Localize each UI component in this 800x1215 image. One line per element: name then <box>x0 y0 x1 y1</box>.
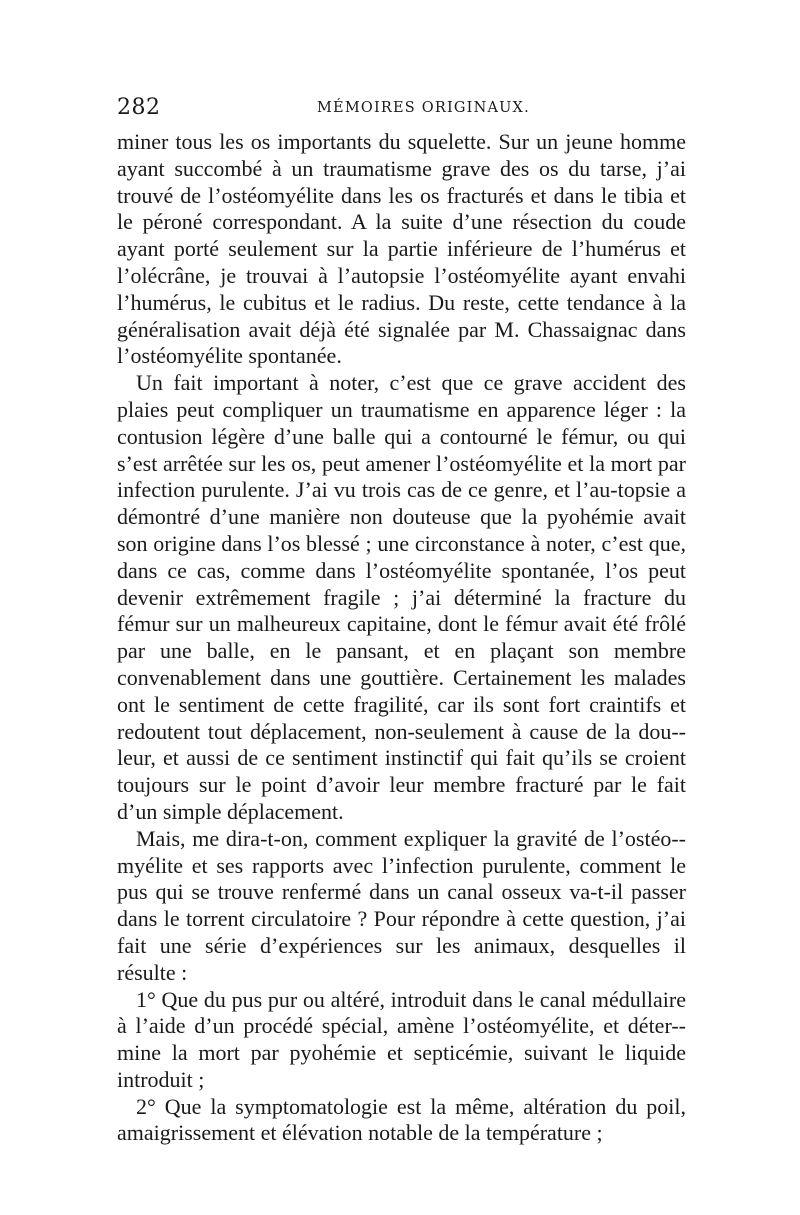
paragraph-point-2: 2° Que la symptomatologie est la même, altération du poil, amaigrissement et élévation notable de la température ; <box>117 1093 686 1146</box>
paragraph-mais-me-dira: Mais, me dira-t-on, comment expliquer la gravité de l’ostéo-myélite et ses rapports avec l’infection purulente, comment le pus qui se trouve renfermé dans un canal osseux va-t-il passer dans le torrent circulatoire ? Pour répondre à cette question, j’ai fait une série d’expériences sur les animaux, desquelles il résulte : <box>117 825 686 985</box>
paragraph-point-1: 1° Que du pus pur ou altéré, introduit dans le canal médullaire à l’aide d’un procédé spécial, amène l’ostéomyélite, et déter-mine la mort par pyohémie et septicémie, suivant le liquide introduit ; <box>117 986 686 1092</box>
page-number: 282 <box>117 95 161 120</box>
header-title: MÉMOIRES ORIGINAUX. <box>317 100 530 116</box>
paragraph-fait-important: Un fait important à noter, c’est que ce grave accident des plaies peut compliquer un traumatisme en apparence léger : la contusion légère d’une balle qui a contourné le fémur, ou qui s’est arrêtée sur les os, peut amener l’ostéomyélite et la mort par infection purulente. J’ai vu trois cas de ce genre, et l’au-topsie a démontré d’une manière non douteuse que la pyohémie avait son origine dans l’os blessé ; une circonstance à noter, c’est que, dans ce cas, comme dans l’ostéomyélite spontanée, l’os peut devenir extrêmement fragile ; j’ai déterminé la fracture du fémur sur un malheureux capitaine, dont le fémur avait été frôlé par une balle, en le pansant, et en plaçant son membre convenablement dans une gouttière. Certainement les malades ont le sentiment de cette fragilité, car ils sont fort craintifs et redoutent tout déplacement, non-seulement à cause de la dou-leur, et aussi de ce sentiment instinctif qui fait qu’ils se croient toujours sur le point d’avoir leur membre fracturé par le fait d’un simple déplacement. <box>117 370 686 824</box>
text-body <box>117 129 686 1147</box>
running-head <box>117 95 687 125</box>
paragraph-continuation: miner tous les os importants du squelette. Sur un jeune homme ayant succombé à un traumatisme grave des os du tarse, j’ai trouvé de l’ostéomyélite dans les os fracturés et dans le tibia et le péroné correspondant. A la suite d’une résection du coude ayant porté seulement sur la partie inférieure de l’humérus et l’olécrâne, je trouvai à l’autopsie l’ostéomyélite ayant envahi l’humérus, le cubitus et le radius. Du reste, cette tendance à la généralisation avait déjà été signalée par M. Chassaignac dans l’ostéomyélite spontanée. <box>117 129 686 369</box>
